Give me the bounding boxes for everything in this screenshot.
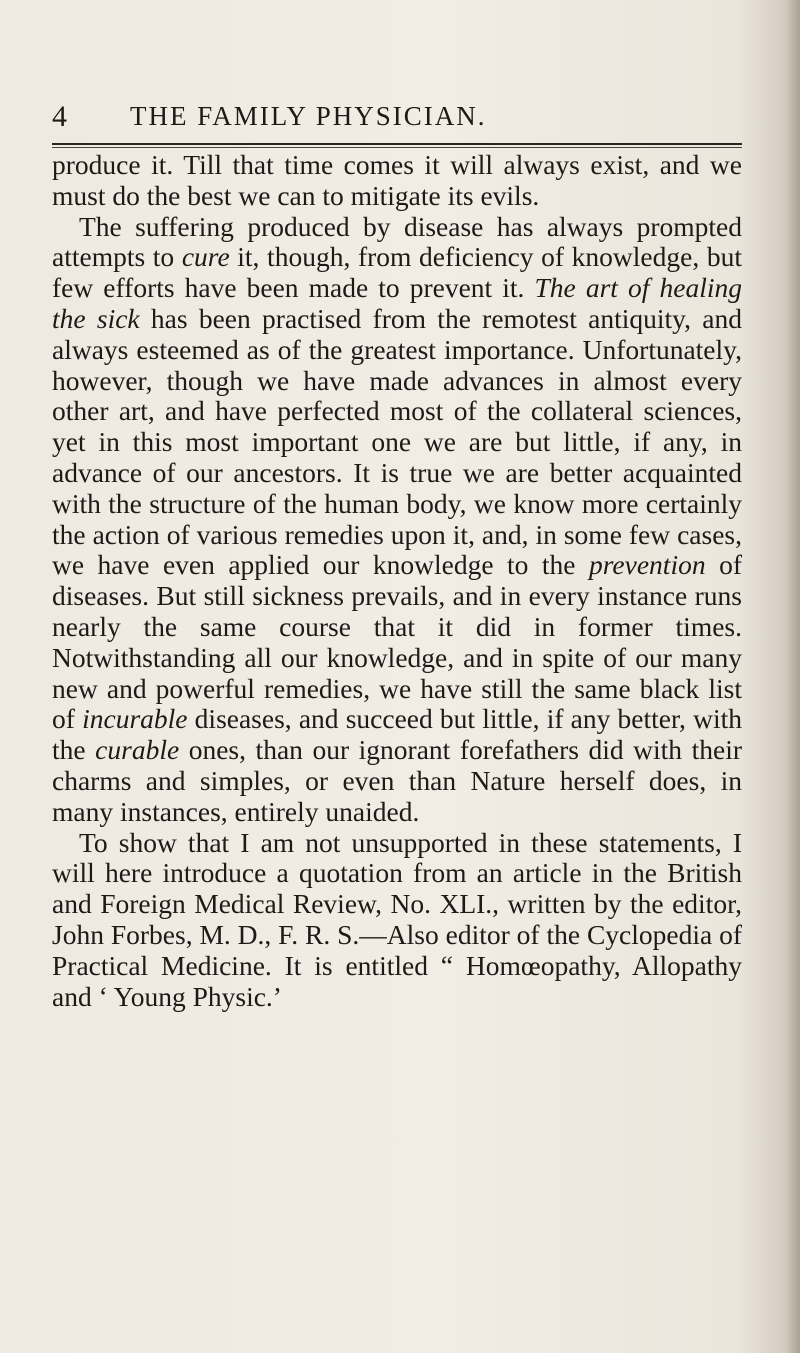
text-segment: To show that I am not unsupported in these statements, I will here introduce a quotation from an article in the British and Foreign Medical Review, No. XLI., written by the editor, John Forbes, M. D., F. R. S.—Also editor of the Cyclopedia of Practical Medicine. It is entitled “ Homœopathy, Allopathy and ‘ Young Physic.’ (52, 826, 742, 1012)
header-rule (52, 143, 742, 145)
text-segment: of diseases. But still sickness prevails, and in every instance runs nearly the same course that it did in former times. Notwithstanding all our knowledge, and in spite of our many new and powerful remedies, we have still the same black list of (52, 549, 742, 735)
text-segment: diseases, and succeed but little, if any better, with the (52, 703, 742, 766)
paragraph-3 (52, 828, 742, 1013)
header-rule-thin (52, 147, 742, 148)
italic-segment: curable (95, 734, 180, 766)
paragraph-2 (52, 212, 742, 828)
paragraph-1 (52, 150, 742, 212)
text-segment: produce it. Till that time comes it will always exist, and we must do the best we can to mitigate its evils. (52, 149, 742, 211)
body-text (52, 150, 742, 1012)
italic-segment: incurable (82, 703, 188, 735)
text-segment: ones, than our ignorant forefathers did with their charms and simples, or even than Nature herself does, in many instances, entirely unaided. (52, 734, 742, 827)
italic-segment: The art of healing the sick (52, 272, 742, 334)
italic-segment: prevention (589, 549, 706, 581)
page-edge-shadow (786, 0, 800, 1353)
text-segment: has been practised from the remotest antiquity, and always esteemed as of the greatest importance. Unfortunately, however, though we have made advances in almost every other art, and have perfected most of the collateral sciences, yet in this most important one we are but little, if any, in advance of our ancestors. It is true we are better acquainted with the structure of the human body, we know more certainly the action of various remedies upon it, and, in some few cases, we have even applied our knowledge to the (52, 302, 742, 581)
text-segment: it, though, from deficiency of knowledge, but few efforts have been made to prevent it. (52, 241, 742, 304)
running-title: THE FAMILY PHYSICIAN. (130, 101, 487, 131)
text-segment: The suffering produced by disease has always prompted attempts to (52, 210, 742, 273)
page-number: 4 (52, 100, 68, 133)
italic-segment: cure (181, 241, 230, 273)
running-head (52, 100, 742, 146)
